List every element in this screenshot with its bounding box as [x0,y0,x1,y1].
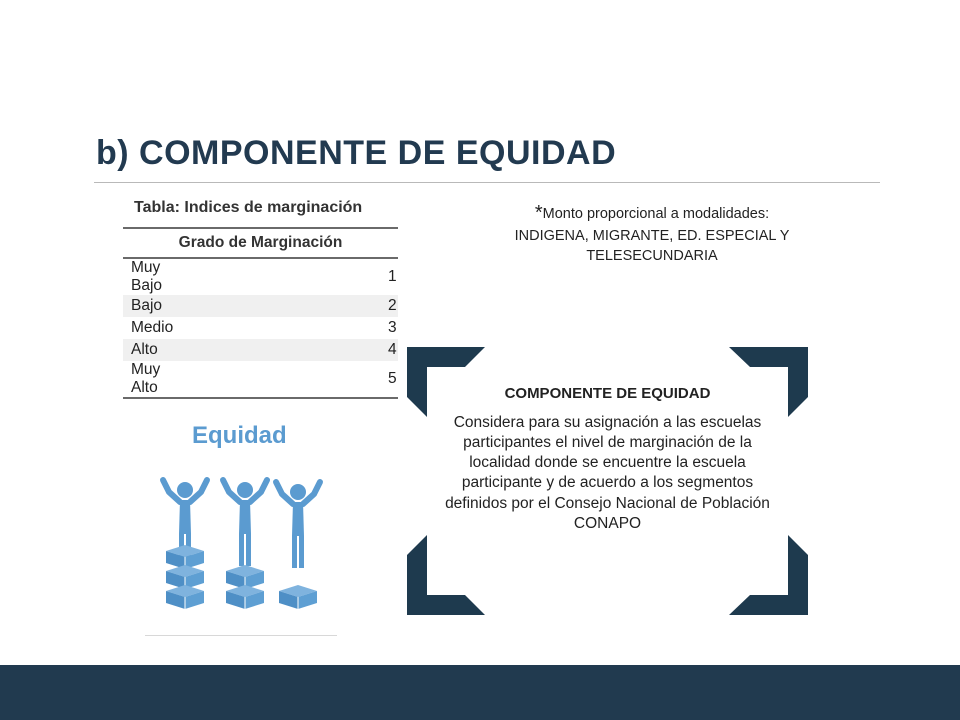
row-label: Bajo [123,295,183,317]
row-value: 5 [183,361,398,398]
table-header: Grado de Marginación [123,228,398,258]
row-value: 2 [183,295,398,317]
note-line-2: INDIGENA, MIGRANTE, ED. ESPECIAL Y [514,228,790,244]
slide-title: b) COMPONENTE DE EQUIDAD [96,134,617,172]
footer-bar [0,665,960,720]
table-row [123,295,398,317]
box-title: COMPONENTE DE EQUIDAD [504,385,711,402]
title-divider [94,182,880,183]
modalities-note [492,200,812,266]
table-header-row [123,228,398,258]
box-body: Considera para su asignación a las escuelas participantes el nivel de marginación de la localidad donde se encuentre la escuela participante y de acuerdo a los segmentos definidos por el Consejo Nacional de Población CONAPO [445,414,770,532]
table-row [123,258,398,295]
marginalization-table [123,227,398,399]
table-row [123,339,398,361]
equidad-label: Equidad [192,422,287,449]
row-value: 1 [388,268,397,285]
table-caption: Tabla: Indices de marginación [134,199,363,216]
row-label: Muy Bajo [131,259,163,294]
equity-component-box [407,347,808,615]
note-line-3: TELESECUNDARIA [586,247,718,264]
row-label: Medio [131,319,174,336]
row-value: 3 [388,319,397,336]
table-row [123,361,398,398]
note-line-1: Monto proporcional a modalidades: [542,206,770,222]
row-value: 4 [183,339,398,361]
note-asterisk: * [534,202,543,224]
table-row [123,317,398,339]
row-label: Alto [123,339,183,361]
row-label: Muy Alto [123,361,183,398]
people-on-boxes-icon [145,410,340,635]
figure-divider [145,635,337,636]
equidad-illustration [145,410,340,640]
